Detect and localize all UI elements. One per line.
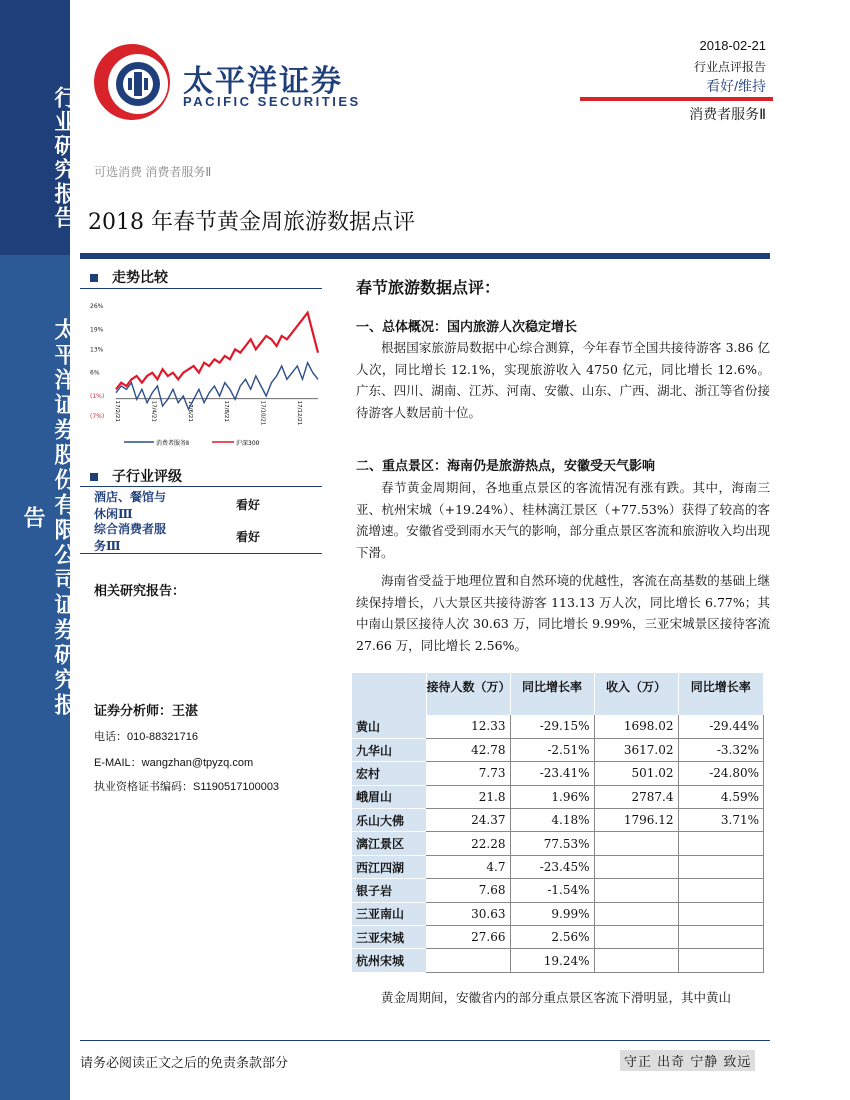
table-row	[352, 926, 764, 949]
table-cell	[678, 832, 764, 855]
analyst-name: 证券分析师：王湛	[94, 704, 199, 719]
series-line-consumer	[116, 363, 318, 410]
table-cell: 501.02	[594, 762, 678, 785]
table-cell: 9.99%	[510, 902, 594, 925]
report-rating: 看好/维持	[706, 78, 766, 94]
x-tick-label: 17/8/21	[223, 400, 230, 422]
table-cell	[594, 949, 678, 972]
paragraph-anhui: 黄金周期间，安徽省内的部分重点景区客流下滑明显，其中黄山	[381, 990, 732, 1005]
table-cell: -2.51%	[510, 738, 594, 761]
table-row-name: 峨眉山	[352, 785, 426, 808]
table-cell: -29.15%	[510, 715, 594, 738]
section-heading-overview: 一、总体概况：国内旅游人次稳定增长	[356, 320, 578, 335]
table-row-name: 黄山	[352, 715, 426, 738]
title-divider	[80, 253, 770, 259]
legend-label-consumer: 消费者服务Ⅱ	[156, 440, 189, 447]
analyst-email[interactable]: E-MAIL：wangzhan@tpyzq.com	[94, 757, 254, 769]
y-tick-label: (1%)	[90, 393, 105, 400]
table-row-name: 宏村	[352, 762, 426, 785]
table-header-cell: 同比增长率	[678, 673, 764, 715]
table-header-cell: 同比增长率	[510, 673, 594, 715]
table-cell	[594, 855, 678, 878]
table-cell: 4.18%	[510, 809, 594, 832]
footer-disclaimer: 请务必阅读正文之后的免责条款部分	[80, 1056, 289, 1071]
table-row-name: 三亚南山	[352, 902, 426, 925]
paragraph-hainan: 海南省受益于地理位置和自然环境的优越性，客流在高基数的基础上继续保持增长，八大景区共接待游客 113.13 万人次，同比增长 6.77%；其中南山景区接待人次 30.63 万，同比增长 9.99%，三亚宋城景区接待客流 27.66 万，同比增长 2.56%。	[356, 573, 770, 653]
table-cell: 3617.02	[594, 738, 678, 761]
table-row	[352, 855, 764, 878]
table-row	[352, 949, 764, 972]
table-cell: 1.96%	[510, 785, 594, 808]
pacific-logo-icon	[92, 42, 172, 122]
table-cell: 77.53%	[510, 832, 594, 855]
sub-rating-name: 酒店、餐馆与休闲Ⅲ	[94, 490, 167, 521]
analyst-phone: 电话：010-88321716	[94, 731, 198, 743]
table-row-name: 西江四湖	[352, 855, 426, 878]
x-tick-label: 17/2/21	[114, 400, 120, 422]
table-row	[352, 809, 764, 832]
table-cell: -29.44%	[678, 715, 764, 738]
sub-industry-bottom-divider	[80, 553, 322, 554]
sub-rating-row	[94, 521, 322, 555]
paragraph-key-sites: 春节黄金周期间，各地重点景区的客流情况有涨有跌。其中，海南三亚、杭州宋城（+19.24%）、桂林漓江景区（+77.53%）获得了较高的客流增速。安徽省受到雨水天气的影响，部分重点景区客流和旅游收入均出现下滑。	[356, 480, 770, 560]
x-tick-label: 17/12/21	[296, 400, 302, 426]
table-header-cell	[352, 673, 426, 715]
table-cell: 4.7	[426, 855, 510, 878]
related-reports-label: 相关研究报告：	[94, 584, 186, 599]
trend-chart	[88, 296, 322, 456]
square-bullet-icon	[90, 274, 98, 282]
table-cell: 12.33	[426, 715, 510, 738]
left-sidebar	[0, 0, 77, 1100]
sub-rating-row	[94, 489, 322, 523]
header-red-bar	[580, 97, 773, 101]
table-row	[352, 762, 764, 785]
table-row	[352, 738, 764, 761]
analyst-certificate: 执业资格证书编码：S1190517100003	[94, 781, 280, 793]
table-cell: 7.68	[426, 879, 510, 902]
table-header-row	[352, 673, 764, 715]
sub-industry-divider	[80, 486, 322, 487]
footer-motto: 守正 出奇 宁静 致远	[620, 1050, 755, 1071]
table-cell	[678, 879, 764, 902]
table-cell	[594, 832, 678, 855]
sidebar-report-label: 行业研究报告	[51, 86, 77, 230]
page-title: 2018 年春节黄金周旅游数据点评	[88, 210, 415, 235]
table-cell	[594, 902, 678, 925]
table-row-name: 杭州宋城	[352, 949, 426, 972]
sidebar-company-label: 太平洋证券股份有限公司证券研究报告	[20, 318, 77, 718]
table-row-name: 三亚宋城	[352, 926, 426, 949]
table-row-name: 九华山	[352, 738, 426, 761]
breadcrumb: 可选消费 消费者服务Ⅱ	[94, 165, 212, 179]
table-row	[352, 715, 764, 738]
table-row	[352, 785, 764, 808]
table-cell: 22.28	[426, 832, 510, 855]
table-cell: -23.45%	[510, 855, 594, 878]
table-cell: 1796.12	[594, 809, 678, 832]
y-tick-label: (7%)	[90, 413, 105, 420]
table-cell: 21.8	[426, 785, 510, 808]
table-cell: 2787.4	[594, 785, 678, 808]
sub-rating-value: 看好	[236, 498, 261, 512]
report-type: 行业点评报告	[693, 60, 766, 74]
table-cell: 7.73	[426, 762, 510, 785]
report-sector: 消费者服务Ⅱ	[689, 106, 766, 122]
table-cell	[678, 949, 764, 972]
paragraph-overview: 根据国家旅游局数据中心综合测算，今年春节全国共接待游客 3.86 亿人次，同比增长 12.1%，实现旅游收入 4750 亿元，同比增长 12.6%。广东、四川、湖南、江苏、河南、安徽、山东、广西、湖北、浙江等省份接待游客人数居前十位。	[356, 340, 770, 420]
table-cell: 42.78	[426, 738, 510, 761]
table-cell: 19.24%	[510, 949, 594, 972]
x-tick-label: 17/6/21	[186, 400, 193, 422]
table-row-name: 漓江景区	[352, 832, 426, 855]
brand-name-en: PACIFIC SECURITIES	[183, 94, 361, 109]
table-row-name: 银子岩	[352, 879, 426, 902]
sub-industry-heading: 子行业评级	[90, 466, 182, 486]
table-cell	[426, 949, 510, 972]
table-cell: 24.37	[426, 809, 510, 832]
trend-heading: 走势比较	[90, 267, 168, 287]
table-cell: -3.32%	[678, 738, 764, 761]
brand-name-cn: 太平洋证券	[183, 65, 343, 98]
table-cell: 3.71%	[678, 809, 764, 832]
table-cell: -1.54%	[510, 879, 594, 902]
table-header-cell: 接待人数（万）	[426, 673, 510, 715]
sub-rating-value: 看好	[236, 530, 261, 544]
y-tick-label: 19%	[90, 326, 104, 334]
report-date: 2018-02-21	[699, 38, 766, 53]
section-heading-key-sites: 二、重点景区：海南仍是旅游热点，安徽受天气影响	[356, 459, 656, 474]
scenic-spot-table	[352, 673, 764, 973]
table-row	[352, 832, 764, 855]
x-tick-label: 17/4/21	[150, 400, 157, 422]
y-tick-label: 6%	[90, 369, 100, 377]
sub-rating-name: 综合消费者服务Ⅲ	[94, 522, 167, 553]
table-cell: 30.63	[426, 902, 510, 925]
table-row	[352, 879, 764, 902]
y-tick-label: 13%	[90, 346, 104, 354]
table-row-name: 乐山大佛	[352, 809, 426, 832]
table-header-cell: 收入（万）	[594, 673, 678, 715]
square-bullet-icon	[90, 473, 98, 481]
table-cell: 1698.02	[594, 715, 678, 738]
table-cell	[594, 879, 678, 902]
table-cell	[678, 855, 764, 878]
table-row	[352, 902, 764, 925]
table-cell	[594, 926, 678, 949]
legend-label-hs300: 沪深300	[236, 440, 260, 447]
trend-divider	[80, 288, 322, 289]
table-cell	[678, 926, 764, 949]
footer-divider	[80, 1040, 770, 1041]
table-cell: -24.80%	[678, 762, 764, 785]
x-tick-label: 17/10/21	[259, 400, 266, 426]
section-title: 春节旅游数据点评：	[356, 278, 501, 297]
table-cell: -23.41%	[510, 762, 594, 785]
table-cell: 27.66	[426, 926, 510, 949]
y-tick-label: 26%	[90, 303, 104, 310]
table-cell: 4.59%	[678, 785, 764, 808]
table-cell: 2.56%	[510, 926, 594, 949]
table-cell	[678, 902, 764, 925]
